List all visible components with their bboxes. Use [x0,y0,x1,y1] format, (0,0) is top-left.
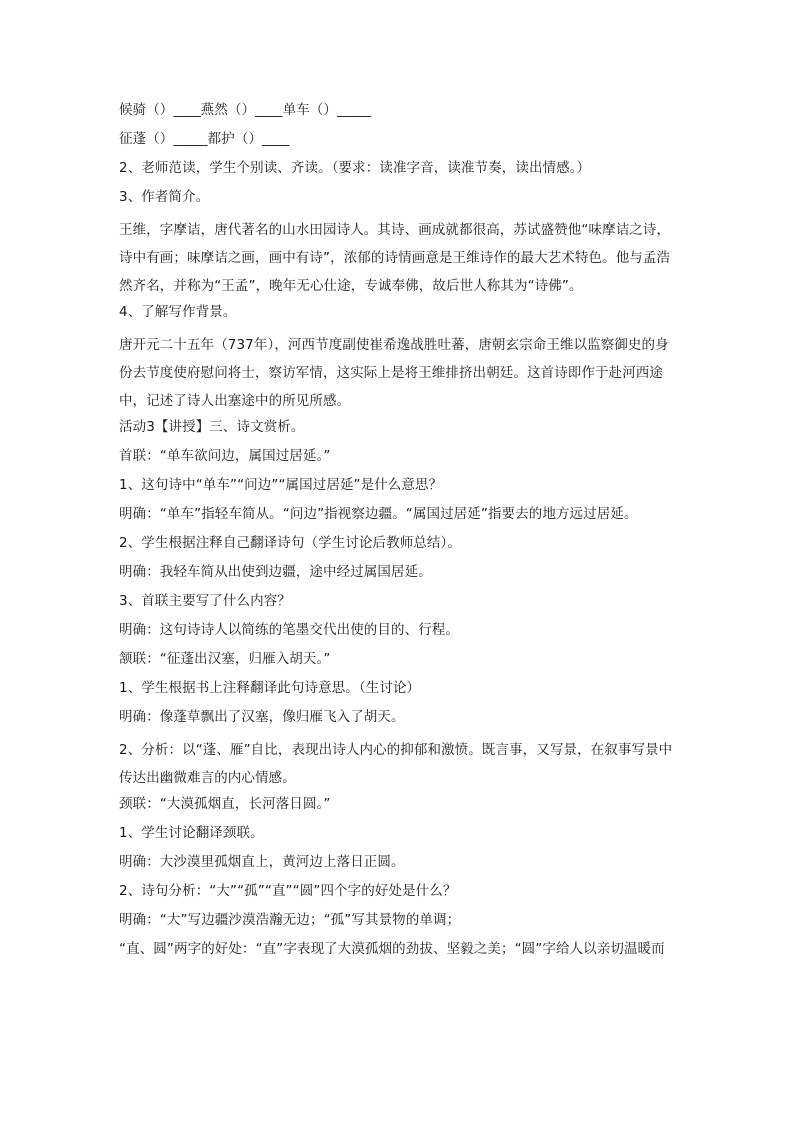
text-line: 2、老师范读，学生个别读、齐读。（要求：读准字音，读准节奏，读出情感。） [119,160,591,176]
text-line: 明确：大沙漠里孤烟直上，黄河边上落日正圆。 [119,854,405,870]
text-line: 明确：我轻车简从出使到边疆，途中经过属国居延。 [119,564,432,580]
document-body [119,100,679,968]
text-line: 2、学生根据注释自己翻译诗句（学生讨论后教师总结）。 [119,535,461,551]
text-line: 明确：像蓬草飘出了汉塞，像归雁飞入了胡天。 [119,709,405,725]
text-line: 明确：“大”写边疆沙漠浩瀚无边；“孤”写其景物的单调； [119,912,461,928]
text-line: 1、学生根据书上注释翻译此句诗意思。（生讨论） [119,680,421,696]
text-line: 3、首联主要写了什么内容？ [119,593,291,609]
text-line: 王维，字摩诘，唐代著名的山水田园诗人。其诗、画成就都很高，苏试盛赞他“味摩诘之诗，诗中有画；味摩诘之画，画中有诗”，浓郁的诗情画意是王维诗作的最大艺术特色。他与孟浩然齐名，并称为“王孟”，晚年无心仕途，专诚奉佛，故后世人称其为“诗佛”。 [119,222,671,294]
text-line: 颔联：“征蓬出汉塞，归雁入胡天。” [119,651,331,667]
text-line: 首联：“单车欲问边，属国过居延。” [119,448,331,464]
text-line: 2、分析：以“蓬、雁”自比，表现出诗人内心的抑郁和激愤。既言事，又写景，在叙事写景中传达出幽微难言的内心情感。 [119,742,673,786]
text-line: 3、作者简介。 [119,189,210,205]
text-line: 活动3【讲授】三、诗文赏析。 [119,419,305,435]
text-line: 4、了解写作背景。 [119,304,237,320]
text-line: 1、这句诗中“单车”“问边”“属国过居延”是什么意思？ [119,477,443,493]
text-line: 明确：这句诗诗人以简练的笔墨交代出使的目的、行程。 [119,622,459,638]
text-line: 2、诗句分析：“大”“孤”“直”“圆”四个字的好处是什么？ [119,883,457,899]
text-line: 唐开元二十五年（737年），河西节度副使崔希逸战胜吐蕃，唐朝玄宗命王维以监察御史的身份去节度使府慰问将士，察访军情，这实际上是将王维排挤出朝廷。这首诗即作于赴河西途中，记述了诗人出塞途中的所见所感。 [119,337,669,409]
text-line: “直、圆”两字的好处：“直”字表现了大漠孤烟的劲拔、坚毅之美；“圆”字给人以亲切温暖而 [119,941,665,957]
text-line: 明确：“单车”指轻车简从。“问边”指视察边疆。“属国过居延”指要去的地方远过居延。 [119,506,638,522]
text-line: 候骑（）____燕然（）____单车（）_____ [119,102,372,118]
text-line: 征蓬（）_____都护（）____ [119,131,290,147]
text-line: 颈联：“大漠孤烟直，长河落日圆。” [119,796,331,812]
text-line: 1、学生讨论翻译颈联。 [119,825,264,841]
